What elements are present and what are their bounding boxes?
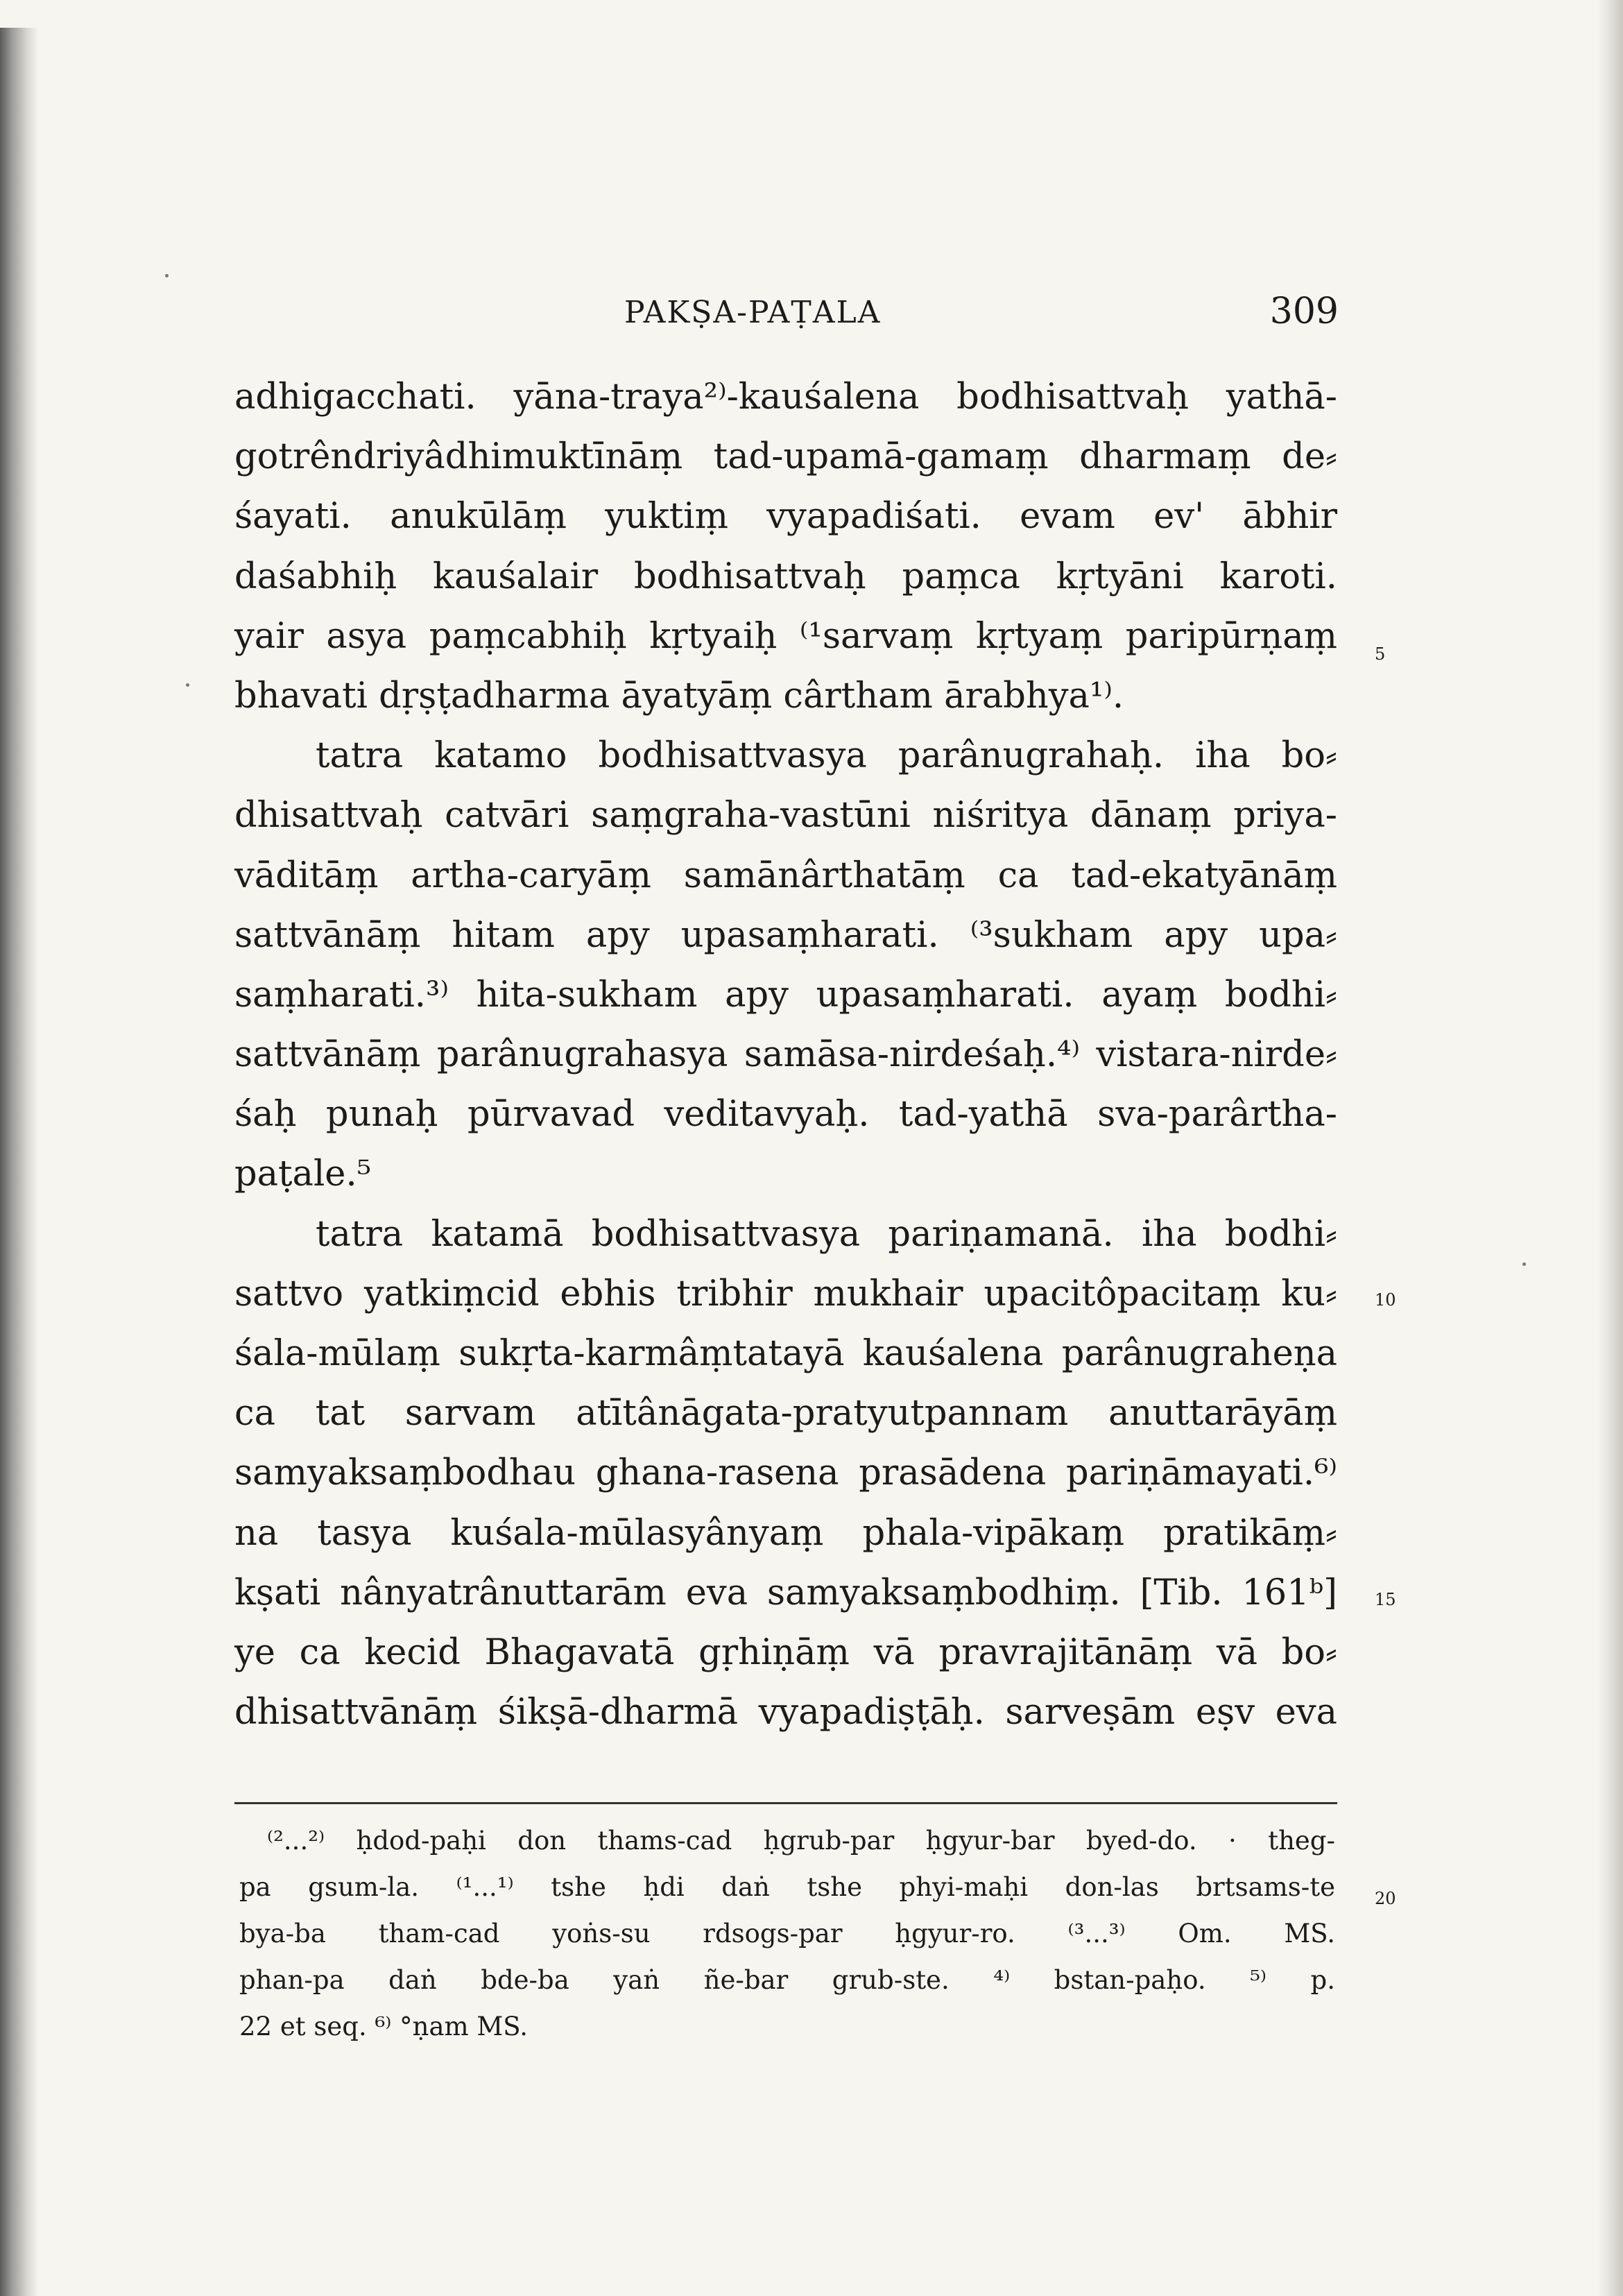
text-line: śaḥ punaḥ pūrvavad veditavyaḥ. tad-yathā sva-parârtha- <box>234 1094 1337 1136</box>
text-line: kṣati nânyatrânuttarām eva samyaksaṃbodhiṃ. [Tib. 161ᵇ] <box>234 1572 1337 1613</box>
paragraph-start-line: tatra katamo bodhisattvasya parânugrahaḥ. iha bo⸗ <box>316 735 1337 777</box>
text-line: saṃharati.³⁾ hita-sukham apy upasaṃharati. ayaṃ bodhi⸗ <box>234 974 1337 1016</box>
text-line: na tasya kuśala-mūlasyânyaṃ phala-vipākaṃ pratikāṃ⸗ <box>234 1512 1337 1554</box>
text-line: samyaksaṃbodhau ghana-rasena prasādena pariṇāmayati.⁶⁾ <box>234 1453 1337 1494</box>
footnotes <box>239 1817 1335 2050</box>
text-line: adhigacchati. yāna-traya²⁾-kauśalena bodhisattvaḥ yathā- <box>234 377 1337 418</box>
text-line: gotrêndriyâdhimuktīnāṃ tad-upamā-gamaṃ dharmaṃ de⸗ <box>234 436 1337 478</box>
main-text <box>234 368 1337 1742</box>
text-line: śayati. anukūlāṃ yuktiṃ vyapadiśati. evam ev' ābhir <box>234 496 1337 538</box>
text-line: yair asya paṃcabhiḥ kṛtyaiḥ ⁽¹sarvaṃ kṛtyaṃ paripūrṇaṃ <box>234 615 1337 657</box>
footnote-line: 22 et seq. ⁶⁾ °ṇam MS. <box>239 2012 529 2041</box>
text-line: ye ca kecid Bhagavatā gṛhiṇāṃ vā pravrajitānāṃ vā bo⸗ <box>234 1631 1337 1673</box>
footnote-line: phan-pa daṅ bde-ba yaṅ ñe-bar grub-ste. ⁴⁾ bstan-paḥo. ⁵⁾ p. <box>239 1965 1335 1995</box>
running-head: PAKṢA-PAṬALA <box>624 295 882 330</box>
footnote-line: bya-ba tham-cad yoṅs-su rdsogs-par ḥgyur-ro. ⁽³...³⁾ Om. MS. <box>239 1919 1335 1948</box>
footnote-rule <box>234 1802 1337 1804</box>
line-number: 15 <box>1375 1590 1396 1609</box>
page-corner <box>0 0 49 28</box>
paragraph-start-line: tatra katamā bodhisattvasya pariṇamanā. iha bodhi⸗ <box>316 1213 1337 1255</box>
page-number: 309 <box>1269 291 1339 332</box>
text-line: daśabhiḥ kauśalair bodhisattvaḥ paṃca kṛtyāni karoti. <box>234 556 1337 597</box>
book-spine-shadow <box>0 0 38 2296</box>
footnote-line: pa gsum-la. ⁽¹...¹⁾ tshe ḥdi daṅ tshe phyi-maḥi don-las brtsams-te <box>239 1872 1335 1902</box>
footnote-line: ⁽²...²⁾ ḥdod-paḥi don thams-cad ḥgrub-par ḥgyur-bar byed-do. · theg- <box>267 1826 1335 1856</box>
paper-speck <box>1522 1262 1526 1266</box>
text-line: sattvo yatkiṃcid ebhis tribhir mukhair upacitôpacitaṃ ku⸗ <box>234 1273 1337 1314</box>
text-line: sattvānāṃ parânugrahasya samāsa-nirdeśaḥ.⁴⁾ vistara-nirde⸗ <box>234 1034 1337 1076</box>
text-line: śala-mūlaṃ sukṛta-karmâṃtatayā kauśalena parânugraheṇa <box>234 1333 1337 1374</box>
page-edge <box>1597 0 1623 2296</box>
line-number: 5 <box>1375 644 1386 664</box>
line-number: 10 <box>1375 1290 1396 1310</box>
paper-speck <box>165 274 169 277</box>
text-line: dhisattvaḥ catvāri saṃgraha-vastūni niśritya dānaṃ priya- <box>234 795 1337 837</box>
text-line: dhisattvānāṃ śikṣā-dharmā vyapadiṣṭāḥ. sarveṣām eṣv eva <box>234 1692 1337 1733</box>
paper-speck <box>186 683 189 687</box>
line-number: 20 <box>1375 1889 1396 1908</box>
text-line: vāditāṃ artha-caryāṃ samānârthatāṃ ca tad-ekatyānāṃ <box>234 855 1337 896</box>
text-line: paṭale.⁵ <box>234 1154 372 1195</box>
text-line: bhavati dṛṣṭadharma āyatyāṃ cârtham ārabhya¹⁾. <box>234 675 1124 717</box>
text-line: ca tat sarvam atītânāgata-pratyutpannam anuttarāyāṃ <box>234 1393 1337 1434</box>
text-line: sattvānāṃ hitam apy upasaṃharati. ⁽³sukham apy upa⸗ <box>234 914 1337 956</box>
page-header <box>624 291 1339 343</box>
